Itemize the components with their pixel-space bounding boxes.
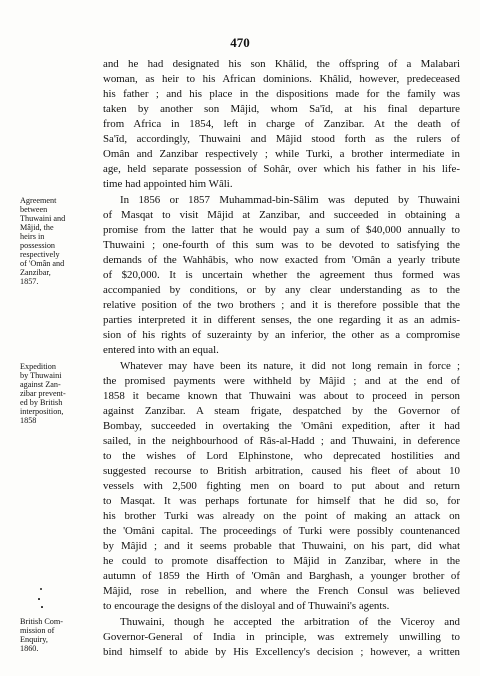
sidenote-line: Enquiry, xyxy=(20,635,48,644)
text-line: to encourage the designs of the disloyal and of Thuwaini's agents. xyxy=(103,600,390,612)
sidenote-line: 1858 xyxy=(20,416,37,425)
text-line: the 'Omâni capital. The proceedings of Turki were possibly countenanced xyxy=(103,525,460,537)
text-line: 1858 it became known that Thuwaini was about to proceed in person xyxy=(103,390,460,402)
text-line: the promised payments were withheld by Mâjid ; and at the end of xyxy=(103,375,460,387)
text-line: to the wishes of Lord Elphinstone, who deprecated hostilities and xyxy=(103,450,460,462)
text-line: parties interpreted it in different senses, the one regarding it as an admis- xyxy=(103,314,460,326)
text-line: Omân and Zanzibar respectively ; while Turki, a brother intermediate in xyxy=(103,148,460,160)
text-line: Thuwaini ; one-fourth of this sum was to be devoted to satisfying the xyxy=(103,239,460,251)
sidenote-line: Thuwaini and xyxy=(20,214,66,223)
text-line: Bombay, succeeded in overtaking the 'Omâni expedition, after it had xyxy=(103,420,460,432)
sidenote-line: Zanzibar, xyxy=(20,268,51,277)
text-line: from Africa in 1854, left in charge of Zanzibar. At the death of xyxy=(103,118,460,130)
text-line: bind himself to abide by His Excellency's decision ; however, a written xyxy=(103,646,460,658)
text-line: sailed, in the neighbourhood of Râs-al-Hadd ; and Thuwaini, in deference xyxy=(103,435,460,447)
sidenote-line: ed by British xyxy=(20,398,63,407)
text-line: Sa'îd, accordingly, Thuwaini and Mâjid stood forth as the rulers of xyxy=(103,133,460,145)
sidenote-line: interposition, xyxy=(20,407,64,416)
sidenote-line: of 'Omân and xyxy=(20,259,65,268)
text-line: Mâjid, rose in rebellion, and where the French Consul was believed xyxy=(103,585,460,597)
sidenote-line: between xyxy=(20,205,48,214)
scan-speck xyxy=(38,598,40,600)
sidenote-line: heirs in xyxy=(20,232,45,241)
text-line: age, held separate possession of Sohâr, over which his father in his life- xyxy=(103,163,460,175)
text-line: promise from the latter that he would pay a sum of $40,000 annually to xyxy=(103,224,460,236)
sidenote-line: respectively xyxy=(20,250,60,259)
text-line: In 1856 or 1857 Muhammad-bin-Sâlim was deputed by Thuwaini xyxy=(120,194,460,206)
sidenote-line: against Zan- xyxy=(20,380,61,389)
text-line: woman, as heir to his African dominions. Khâlid, however, predeceased xyxy=(103,73,460,85)
sidenote-line: possession xyxy=(20,241,56,250)
text-line: entered into with an equal. xyxy=(103,344,219,356)
page-number: 470 xyxy=(230,35,250,50)
text-line: Whatever may have been its nature, it did not long remain in force ; xyxy=(120,360,460,372)
sidenote-line: 1860. xyxy=(20,644,39,653)
text-line: accompanied by conditions, or by any clear understanding as to the xyxy=(103,284,460,296)
sidenote-line: by Thuwaini xyxy=(20,371,62,380)
text-line: vessels with 2,500 fighting men on board to put about and return xyxy=(103,480,460,492)
text-line: autumn of 1859 the Hirth of 'Omân and Barghash, a younger brother of xyxy=(103,570,460,582)
text-line: and he had designated his son Khâlid, the offspring of a Malabari xyxy=(103,58,460,70)
text-line: his father ; and his place in the dispositions made for the family was xyxy=(103,88,460,100)
sidenote-line: mission of xyxy=(20,626,55,635)
scan-speck xyxy=(41,606,43,608)
text-line: to Masqat. It was perhaps fortunate for himself that he did so, for xyxy=(103,495,460,507)
sidenote-line: 1857. xyxy=(20,277,39,286)
text-line: taken by another son Mâjid, whom Sa'îd, at his final departure xyxy=(103,103,460,115)
text-line: demands of the Wahhâbis, who now exacted from 'Omân a yearly tribute xyxy=(103,254,460,266)
text-line: he could to promote disaffection to Mâjid in Zanzibar, where in the xyxy=(103,555,460,567)
text-line: of Masqat to visit Mâjid at Zanzibar, and succeeded in obtaining a xyxy=(103,209,460,221)
sidenote-line: Expedition xyxy=(20,362,56,371)
text-line: by Mâjid ; and it seems probable that Thuwaini, on his part, did what xyxy=(103,540,460,552)
text-line: against Zanzibar. A steam frigate, despatched by the Governor of xyxy=(103,405,460,417)
text-line: time had appointed him Wâli. xyxy=(103,178,233,190)
text-line: Governor-General of India in principle, was extremely unwilling to xyxy=(103,631,460,643)
text-line: his brother Turki was already on the point of making an attack on xyxy=(103,510,460,522)
text-line: suggested recourse to British arbitration, caused his fleet of about 10 xyxy=(103,465,460,477)
sidenote-line: zibar prevent- xyxy=(20,389,66,398)
sidenote-line: Agreement xyxy=(20,196,57,205)
text-line: relative position of the two brothers ; and it is therefore possible that the xyxy=(103,299,460,311)
scan-speck xyxy=(40,588,42,590)
text-line: Thuwaini, though he accepted the arbitration of the Viceroy and xyxy=(120,616,460,628)
text-line: sion of his rights of suzerainty by an inferior, the other as a compromise xyxy=(103,329,460,341)
sidenote-line: Mâjid, the xyxy=(20,223,54,232)
text-line: of $20,000. It is uncertain whether the agreement thus formed was xyxy=(103,269,460,281)
sidenote-line: British Com- xyxy=(20,617,63,626)
